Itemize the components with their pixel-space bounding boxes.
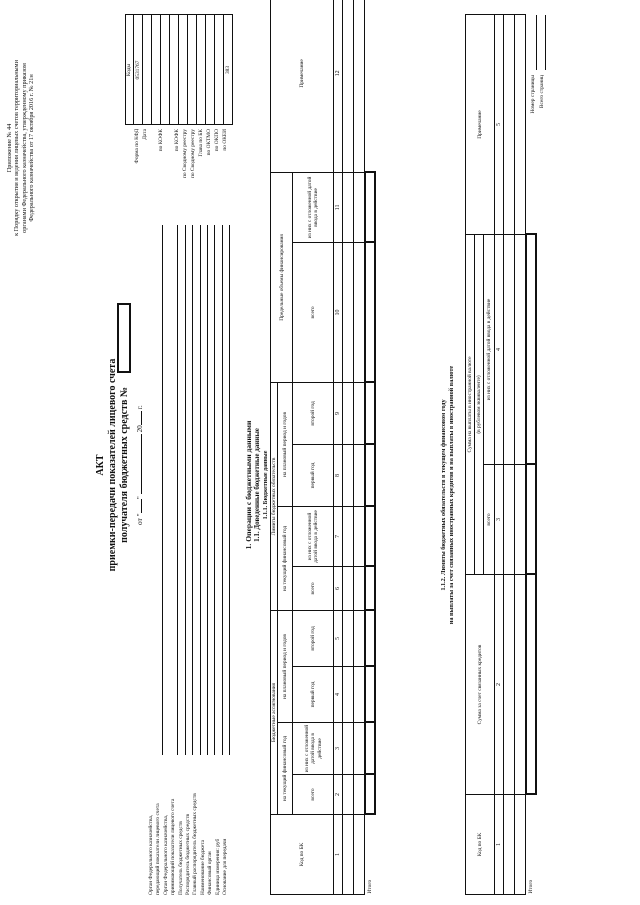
section112-line: 1.1.2. Лимиты бюджетных обязательств в текущем финансовом году bbox=[440, 399, 447, 591]
code-value[interactable] bbox=[197, 15, 206, 125]
code-value-form: 0531767 bbox=[134, 15, 143, 125]
table-cell[interactable] bbox=[343, 723, 354, 775]
th-total: всего bbox=[484, 465, 495, 575]
table-cell[interactable] bbox=[354, 610, 365, 666]
total-cell[interactable] bbox=[365, 444, 376, 506]
th-of-them: из них с отложенной датой ввода в действие bbox=[293, 723, 334, 775]
section1-sub: 1.1. Доведенные бюджетные данные bbox=[253, 428, 261, 542]
code-label: Глава по БК bbox=[198, 129, 204, 157]
table-cell[interactable] bbox=[504, 15, 515, 235]
total-cell[interactable] bbox=[365, 242, 376, 382]
table-cell[interactable] bbox=[515, 575, 526, 795]
field-line[interactable] bbox=[177, 225, 178, 755]
table-cell[interactable] bbox=[354, 667, 365, 723]
total-row-label: Итого bbox=[365, 815, 376, 895]
code-value-date[interactable] bbox=[143, 15, 152, 125]
field-label: Распорядитель бюджетных средств bbox=[184, 813, 191, 895]
total-cell[interactable] bbox=[526, 575, 537, 795]
table-cell[interactable] bbox=[354, 815, 365, 895]
account-number-box[interactable] bbox=[117, 303, 131, 373]
code-label: по ОКЕИ bbox=[222, 129, 228, 151]
code-value[interactable] bbox=[170, 15, 179, 125]
field-label: Финансовый орган bbox=[207, 851, 214, 895]
col-num: 1 bbox=[495, 795, 504, 895]
col-num: 3 bbox=[334, 723, 343, 775]
fields-labels bbox=[148, 765, 229, 895]
col-num: 1 bbox=[334, 815, 343, 895]
field-line[interactable] bbox=[214, 225, 215, 755]
table-cell[interactable] bbox=[354, 242, 365, 382]
table-cell[interactable] bbox=[343, 610, 354, 666]
th-of-them: из них с отложенной датой ввода в действие bbox=[293, 506, 334, 566]
col-num: 2 bbox=[495, 575, 504, 795]
section1-title: 1. Операции с бюджетными данными bbox=[244, 420, 253, 550]
col-num: 7 bbox=[334, 506, 343, 566]
table-cell[interactable] bbox=[343, 382, 354, 444]
field-label: Наименование бюджета bbox=[199, 839, 206, 895]
total-cell[interactable] bbox=[526, 465, 537, 575]
code-label: Форма по КФД bbox=[134, 129, 140, 164]
th-lbo-current: на текущий финансовый год bbox=[278, 506, 293, 610]
table-cell[interactable] bbox=[343, 667, 354, 723]
code-label: по ОКПО bbox=[214, 129, 220, 152]
total-cell[interactable] bbox=[365, 610, 376, 666]
table-cell[interactable] bbox=[343, 775, 354, 815]
code-value[interactable] bbox=[215, 15, 224, 125]
table-cell[interactable] bbox=[354, 382, 365, 444]
table-cell[interactable] bbox=[504, 465, 515, 575]
code-value[interactable] bbox=[179, 15, 188, 125]
table-cell[interactable] bbox=[354, 775, 365, 815]
code-label bbox=[150, 129, 158, 265]
table-cell[interactable] bbox=[354, 566, 365, 610]
field-line[interactable] bbox=[192, 225, 193, 755]
col-num: 8 bbox=[334, 444, 343, 506]
code-label: Дата bbox=[142, 129, 148, 140]
field-label: принимающий показатели лицевого счета bbox=[170, 798, 177, 895]
doc-subtitle-account: получателя бюджетных средств № bbox=[119, 387, 130, 543]
code-label: по ОКТМО bbox=[206, 129, 212, 156]
th-ba-plan: на плановый период и годов bbox=[278, 610, 293, 722]
th-note: Примечание bbox=[271, 0, 334, 172]
codes-table bbox=[125, 15, 233, 126]
table-cell[interactable] bbox=[354, 0, 365, 172]
pages-total-label: Всего страниц bbox=[539, 75, 545, 109]
codes-labels bbox=[134, 129, 230, 265]
table-cell[interactable] bbox=[504, 235, 515, 465]
table-cell[interactable] bbox=[504, 575, 515, 795]
code-label bbox=[166, 129, 174, 265]
table-cell[interactable] bbox=[354, 723, 365, 775]
total-cell[interactable] bbox=[365, 506, 376, 566]
th-first-year: первый год bbox=[293, 667, 334, 723]
th-total: всего bbox=[293, 566, 334, 610]
appendix-line: к Порядку открытия и ведения лицевых счетов территориальными bbox=[13, 60, 21, 236]
section112-title bbox=[440, 145, 456, 845]
field-label: Единица измерения: руб bbox=[214, 838, 221, 895]
code-value[interactable] bbox=[206, 15, 215, 125]
page-number-field[interactable] bbox=[536, 15, 537, 70]
field-label: Орган Федерального казначейства, bbox=[162, 814, 169, 895]
table-cell[interactable] bbox=[343, 242, 354, 382]
table-cell[interactable] bbox=[343, 506, 354, 566]
total-row-label: Итого bbox=[526, 795, 537, 895]
th-total: всего bbox=[293, 242, 334, 382]
total-cell[interactable] bbox=[365, 723, 376, 775]
col-num: 5 bbox=[334, 610, 343, 666]
field-label: Орган Федерального казначейства, bbox=[148, 814, 154, 895]
field-label: передающий показатели лицевого счета bbox=[155, 803, 162, 895]
field-line[interactable] bbox=[222, 225, 223, 755]
table-cell[interactable] bbox=[354, 506, 365, 566]
table-cell[interactable] bbox=[354, 444, 365, 506]
th-second-year: второй год bbox=[293, 610, 334, 666]
table-cell[interactable] bbox=[354, 172, 365, 242]
code-value[interactable] bbox=[161, 15, 170, 125]
th-lbo-plan: на плановый период и годов bbox=[278, 382, 293, 506]
table-cell[interactable] bbox=[343, 172, 354, 242]
field-label: Основание для передачи bbox=[221, 838, 228, 895]
table-cell[interactable] bbox=[504, 795, 515, 895]
table-cell[interactable] bbox=[343, 815, 354, 895]
th-note: Примечание bbox=[466, 15, 495, 235]
total-cell[interactable] bbox=[365, 172, 376, 242]
section111-title: 1.1.1. Бюджетные данные bbox=[263, 450, 269, 520]
table-cell[interactable] bbox=[515, 15, 526, 235]
code-value[interactable] bbox=[188, 15, 197, 125]
table-cell[interactable] bbox=[515, 465, 526, 575]
th-ba: Бюджетные ассигнования bbox=[271, 610, 278, 814]
col-num: 9 bbox=[334, 382, 343, 444]
field-line[interactable] bbox=[185, 225, 186, 755]
field-line[interactable] bbox=[162, 225, 163, 755]
appendix-line: органами Федерального казначейства, утвержденному приказом bbox=[20, 63, 28, 233]
code-value-okei: 383 bbox=[224, 15, 233, 125]
appendix-line: Федерального казначейства от 17 октября 2016 г. № 21н bbox=[28, 74, 36, 222]
appendix-block bbox=[6, 13, 36, 283]
th-lbo: Лимиты бюджетных обязательств bbox=[271, 382, 278, 610]
section112-line: на выплаты за счет связанных иностранных кредитов и на выплаты в иностранной валюте bbox=[448, 365, 455, 625]
col-num: 2 bbox=[334, 775, 343, 815]
col-num: 4 bbox=[495, 235, 504, 465]
th-kbk: Код по БК bbox=[271, 815, 334, 895]
col-num: 6 bbox=[334, 566, 343, 610]
total-cell[interactable] bbox=[526, 235, 537, 465]
field-label: Получатель бюджетных средств bbox=[177, 821, 184, 895]
doc-title: АКТ bbox=[95, 454, 106, 476]
table-cell[interactable] bbox=[343, 566, 354, 610]
th-credits: Сумма за счет связанных кредитов bbox=[466, 575, 495, 795]
total-cell[interactable] bbox=[365, 667, 376, 723]
table-cell[interactable] bbox=[343, 444, 354, 506]
total-cell[interactable] bbox=[365, 382, 376, 444]
table-cell[interactable] bbox=[515, 235, 526, 465]
th-kbk: Код по БК bbox=[466, 795, 495, 895]
pages-total-field[interactable] bbox=[545, 15, 546, 70]
code-label: по КОФК bbox=[174, 129, 180, 152]
col-num: 10 bbox=[334, 242, 343, 382]
th-total: всего bbox=[293, 775, 334, 815]
th-pof: Предельные объемы финансирования bbox=[271, 172, 293, 382]
col-num: 5 bbox=[495, 15, 504, 235]
table-cell[interactable] bbox=[515, 795, 526, 895]
th-second-year: второй год bbox=[293, 382, 334, 444]
field-line[interactable] bbox=[200, 225, 201, 755]
field-line[interactable] bbox=[207, 225, 208, 755]
col-num: 11 bbox=[334, 172, 343, 242]
footer-labels bbox=[530, 75, 548, 175]
codes-header: Коды bbox=[126, 15, 134, 125]
field-line[interactable] bbox=[229, 225, 230, 755]
th-ba-current: на текущий финансовый год bbox=[278, 723, 293, 815]
table-cell[interactable] bbox=[343, 0, 354, 172]
th-first-year: первый год bbox=[293, 444, 334, 506]
th-of-them: из них с отложенной датой ввода в действие bbox=[484, 235, 495, 465]
doc-subtitle: приемки-передачи показателей лицевого счета bbox=[107, 358, 118, 572]
col-num: 12 bbox=[334, 0, 343, 172]
col-num: 3 bbox=[495, 465, 504, 575]
code-label: по Сводному реестру bbox=[190, 129, 196, 178]
page-number-label: Номер страницы bbox=[530, 75, 536, 114]
total-cell[interactable] bbox=[365, 775, 376, 815]
code-label: по Сводному реестру bbox=[182, 129, 188, 178]
code-value[interactable] bbox=[152, 15, 161, 125]
budget-data-table bbox=[270, 0, 376, 895]
field-label: Главный распорядитель бюджетных средств bbox=[192, 793, 199, 895]
total-cell[interactable] bbox=[365, 566, 376, 610]
th-of-them: из них с отложенной датой ввода в действие bbox=[293, 172, 334, 242]
col-num: 4 bbox=[334, 667, 343, 723]
th-fx-sub: (в рублевом эквиваленте) bbox=[475, 235, 484, 575]
appendix-line: Приложение № 44 bbox=[6, 123, 13, 173]
credits-table bbox=[465, 14, 537, 895]
code-label: по КОФК bbox=[158, 129, 164, 152]
th-fx: Сумма на выплаты в иностранной валюте bbox=[466, 235, 475, 575]
date-line: от "" 20 г. bbox=[135, 405, 144, 525]
